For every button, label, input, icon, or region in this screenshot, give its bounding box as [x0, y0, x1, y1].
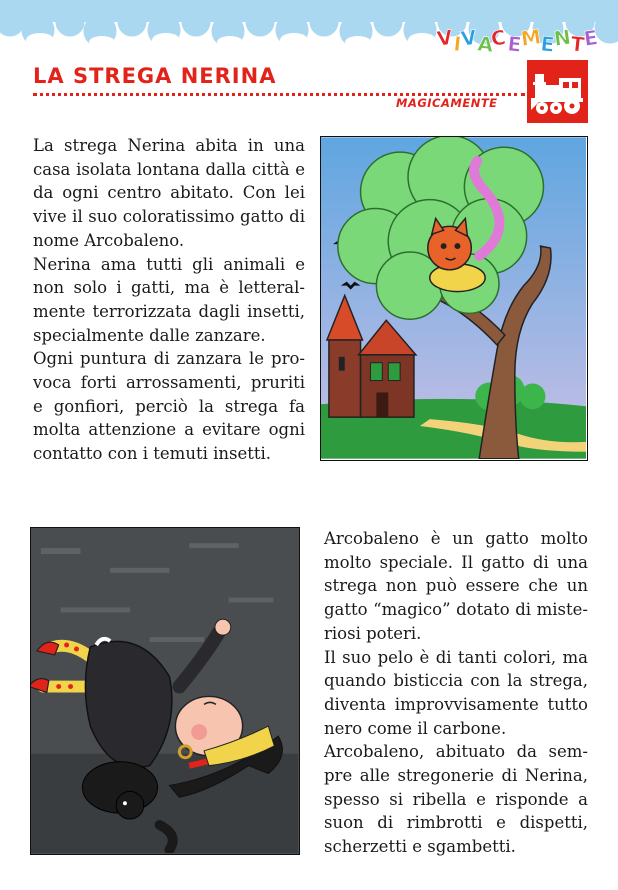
brand-letter: V	[459, 24, 479, 51]
story-paragraphs-1	[33, 134, 305, 466]
train-icon	[527, 60, 588, 123]
falling-witch-illustration	[30, 527, 300, 855]
section-subtitle: MAGICAMENTE	[396, 96, 498, 110]
brand-letter: M	[519, 24, 543, 51]
brand-letter: T	[569, 31, 586, 57]
brand-letter: V	[435, 24, 455, 51]
brand-letter: I	[452, 31, 463, 57]
brand-letter: A	[476, 31, 495, 57]
paragraph: La strega Nerina abita in una casa isolata lontana dalla città e da ogni centro abitato. Con lei vive il suo coloratissimo gatto di nome Arcobaleno.	[33, 136, 305, 250]
brand-letter: C	[489, 24, 508, 51]
brand-letter: E	[582, 25, 600, 51]
story-paragraphs-2	[324, 527, 588, 859]
page-title: LA STREGA NERINA	[33, 64, 277, 88]
paragraph: Arcobaleno è un gatto molto molto speciale. Il gatto di una strega non può essere che un gatto “magico” dotato di misteriosi poteri.	[324, 529, 588, 643]
brand-logo	[434, 20, 614, 60]
brand-letter: E	[539, 31, 556, 57]
brand-letter: E	[506, 31, 523, 57]
paragraph: Arcobaleno, abituato da sempre alle stregonerie di Nerina, spesso si ribella e risponde a suon di rimbrotti e dispetti, scherzetti e sgambetti.	[324, 742, 588, 857]
brand-letter: N	[552, 24, 573, 51]
paragraph: Ogni puntura di zanzara le provoca forti arrossamenti, pruriti e gonfiori, perciò la strega fa molta attenzione a evitare ogni contatto con i temuti insetti.	[33, 349, 305, 464]
paragraph: Nerina ama tutti gli animali e non solo i gatti, ma è letteralmente terrorizzata dagli insetti, specialmente dalle zanzare.	[33, 254, 305, 345]
cat-in-tree-illustration	[320, 136, 588, 461]
paragraph: Il suo pelo è di tanti colori, ma quando bisticcia con la strega, diventa improvvisamente tutto nero come il carbone.	[324, 647, 588, 738]
